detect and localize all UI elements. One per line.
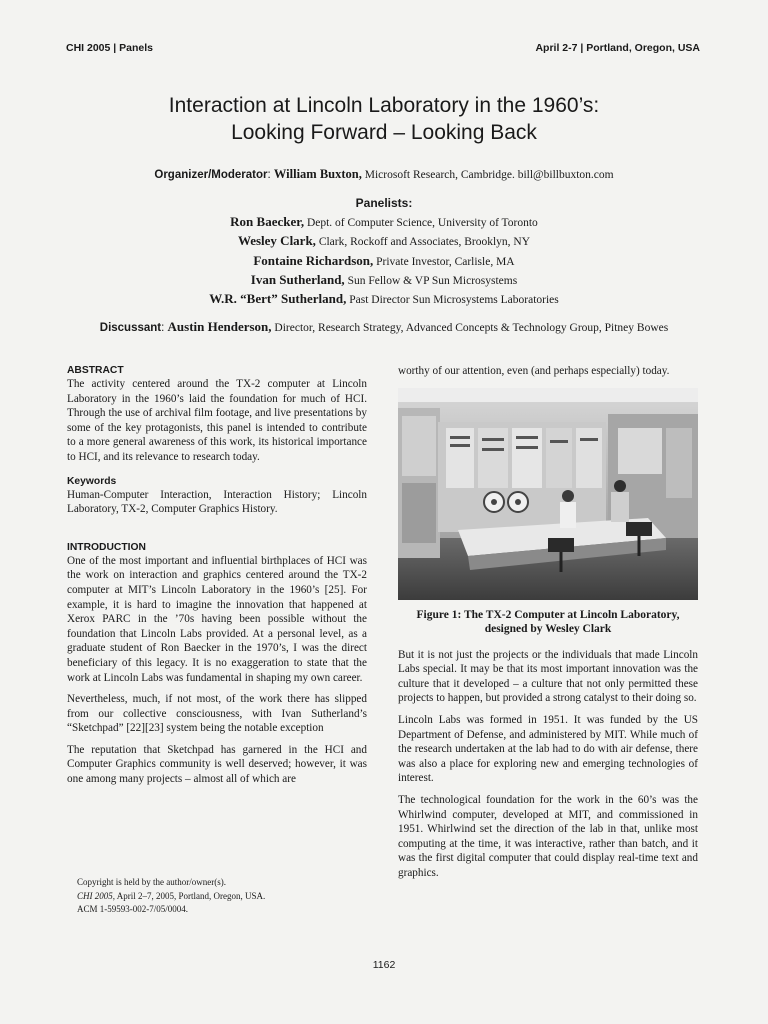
figure-caption: Figure 1: The TX-2 Computer at Lincoln Laboratory, designed by Wesley Clark xyxy=(416,608,680,636)
discussant-name: Austin Henderson, xyxy=(167,319,272,334)
conference-name: CHI 2005, xyxy=(77,890,115,901)
copyright-notice xyxy=(77,876,357,917)
continuation-text: worthy of our attention, even (and perhaps especially) today. xyxy=(398,365,670,377)
keywords-text: Human-Computer Interaction, Interaction History; Lincoln Laboratory, TX-2, Computer Graphics History. xyxy=(67,488,367,516)
discussant-affiliation: Director, Research Strategy, Advanced Concepts & Technology Group, Pitney Bowes xyxy=(274,322,669,334)
acm-line: ACM 1-59593-002-7/05/0004. xyxy=(77,904,188,915)
panelist-item xyxy=(40,252,728,271)
panelist-name: Ivan Sutherland, xyxy=(250,271,345,287)
conference-details: April 2–7, 2005, Portland, Oregon, USA. xyxy=(116,890,266,901)
abstract-text: The activity centered around the TX-2 computer at Lincoln Laboratory in the 1960’s laid the foundation for much of HCI. Through the use of archival film footage, and live presentations by some of the key protagonists, this panel is intended to contribute to a more general awareness of this work, its historical importance to HCI, and its relevance to research today. xyxy=(67,378,367,463)
panelist-name: Fontaine Richardson, xyxy=(253,252,374,268)
panelist-item xyxy=(40,290,728,309)
panelist-affiliation: Sun Fellow & VP Sun Microsystems xyxy=(347,274,518,287)
intro-paragraph: The reputation that Sketchpad has garnered in the HCI and Computer Graphics community is well deserved; however, it was one among many projects – almost all of which are xyxy=(67,743,367,786)
page-number: 1162 xyxy=(372,959,396,971)
abstract-heading: ABSTRACT xyxy=(67,365,124,376)
running-header-left: CHI 2005 | Panels xyxy=(66,42,153,54)
body-paragraph: The technological foundation for the work in the 60’s was the Whirlwind computer, developed at MIT, and commissioned in 1951. Whirlwind set the direction of the lab in that, unlike most computing at the time, it was interactive, rather than batch, and it was the first digital computer that could display real-time text and graphics. xyxy=(398,793,698,879)
right-column xyxy=(398,364,698,888)
title-line-2: Looking Forward – Looking Back xyxy=(231,121,537,144)
tx2-photo xyxy=(398,388,698,600)
organizer-affiliation: Microsoft Research, Cambridge. bill@billbuxton.com xyxy=(364,169,614,181)
panelist-affiliation: Clark, Rockoff and Associates, Brooklyn, NY xyxy=(318,236,531,249)
introduction-heading: INTRODUCTION xyxy=(67,541,146,553)
intro-paragraph: Nevertheless, much, if not most, of the work there has slipped from our collective consciousness, with Ivan Sutherland’s “Sketchpad” [22][23] system being the notable exception xyxy=(67,693,367,735)
panelist-name: Ron Baecker, xyxy=(230,214,305,229)
running-header xyxy=(66,42,700,54)
paper-title xyxy=(60,92,708,146)
discussant-line: Discussant: Austin Henderson, Director, Research Strategy, Advanced Concepts & Technology Group, Pitney Bowes xyxy=(99,319,669,334)
keywords-heading: Keywords xyxy=(67,475,117,487)
body-paragraph: Lincoln Labs was formed in 1951. It was funded by the US Department of Defense, and administered by MIT. While much of the research undertaken at the lab had to do with air defense, there was also a place for exploring new and emerging technologies of interest. xyxy=(398,713,698,785)
panelist-name: W.R. “Bert” Sutherland, xyxy=(209,291,347,307)
title-line-1: Interaction at Lincoln Laboratory in the 1960’s: xyxy=(168,94,600,117)
panelists-heading: Panelists: xyxy=(355,196,413,210)
conference-line xyxy=(77,890,357,904)
organizer-name: William Buxton, xyxy=(273,167,362,181)
panelist-affiliation: Private Investor, Carlisle, MA xyxy=(376,255,515,268)
panelist-affiliation: Dept. of Computer Science, University of Toronto xyxy=(306,217,538,229)
panelist-item xyxy=(40,232,728,251)
discussant-label: Discussant xyxy=(99,322,162,334)
panelist-name: Wesley Clark, xyxy=(237,233,316,249)
organizer-label: Organizer/Moderator xyxy=(154,169,268,181)
organizer-line: Organizer/Moderator: William Buxton, Microsoft Research, Cambridge. bill@billbuxton.com xyxy=(154,167,614,181)
left-column xyxy=(67,364,367,794)
panelists-block xyxy=(40,196,728,309)
running-header-right: April 2-7 | Portland, Oregon, USA xyxy=(535,42,700,54)
intro-paragraph: One of the most important and influential birthplaces of HCI was the work on interaction and graphics centered around the TX-2 computer at MIT’s Lincoln Laboratory in the 1960’s [25]. For example, it is hard to imagine the innovation that happened at Xerox PARC in the ’70s having been possible without the foundation that Lincoln Labs provided. At a personal level, as a graduate student of Ron Baecker in the 1970’s, I was the direct beneficiary of this legacy. It is no exaggeration to state that the work at Lincoln Labs was fundamental in shaping my own career. xyxy=(67,554,367,684)
panelist-affiliation: Past Director Sun Microsystems Laboratories xyxy=(349,294,559,307)
panelist-item xyxy=(40,213,728,232)
copyright-line: Copyright is held by the author/owner(s). xyxy=(77,877,226,887)
body-paragraph: But it is not just the projects or the individuals that made Lincoln Labs special. It may be that its most important innovation was the culture that it developed – a culture that not only permitted these projects to happen, but provided a strong catalyst to their doing so. xyxy=(398,648,698,705)
panelist-item xyxy=(40,271,728,290)
